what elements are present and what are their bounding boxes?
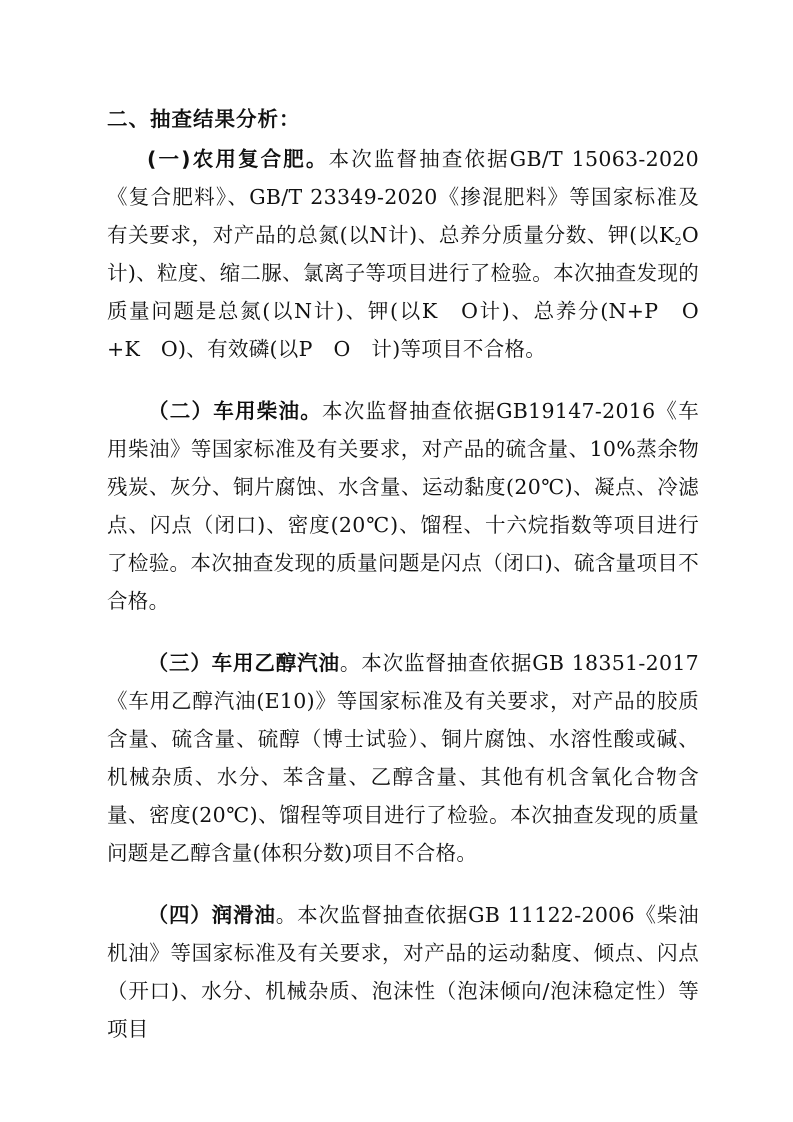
paragraph-body: 本次监督抽查依据GB19147-2016《车用柴油》等国家标准及有关要求，对产品的硫含量、10%蒸余物残炭、灰分、铜片腐蚀、水含量、运动黏度(20℃)、凝点、冷滤点、闪点（闭口)、密度(20℃)、馏程、十六烷指数等项目进行了检验。本次抽查发现的质量问题是闪点（闭口)、硫含量项目不合格。 [107, 399, 699, 613]
paragraph-body: 。本次监督抽查依据GB 18351-2017《车用乙醇汽油(E10)》等国家标准及有关要求，对产品的胶质含量、硫含量、硫醇（博士试验）、铜片腐蚀、水溶性酸或碱、机械杂质、水分、苯含量、乙醇含量、其他有机含氧化合物含量、密度(20℃)、馏程等项目进行了检验。本次抽查发现的质量问题是乙醇含量(体积分数)项目不合格。 [107, 651, 700, 865]
paragraph-lead: (一)农用复合肥。 [147, 147, 329, 171]
paragraph-lead: （三）车用乙醇汽油 [147, 651, 340, 675]
subscript: 2 [674, 235, 682, 248]
paragraph-diesel [107, 392, 699, 620]
paragraph-compound-fertilizer [107, 140, 720, 368]
section-heading: 二、抽查结果分析： [107, 107, 301, 131]
paragraph-lead: （四）润滑油 [147, 903, 276, 927]
paragraph-lead: （二）车用柴油。 [147, 399, 323, 423]
paragraph-body-cont: O计)、粒度、缩二脲、氯离子等项目进行了检验。本次抽查发现的质量问题是总氮(以N计)、钾(以K O计)、总养分(N+P O +K O)、有效磷(以P O 计)等项目不合格。 [107, 223, 720, 361]
paragraph-ethanol-gasoline [107, 644, 699, 872]
paragraph-body: 本次监督抽查依据GB/T 15063-2020《复合肥料》、GB/T 23349-2020《掺混肥料》等国家标准及有关要求，对产品的总氮(以N计)、总养分质量分数、钾(以K [107, 147, 699, 247]
paragraph-body: 。本次监督抽查依据GB 11122-2006《柴油机油》等国家标准及有关要求，对产品的运动黏度、倾点、闪点（开口)、水分、机械杂质、泡沫性（泡沫倾向/泡沫稳定性）等项目 [107, 903, 699, 1041]
paragraph-lubricant [107, 896, 699, 1048]
